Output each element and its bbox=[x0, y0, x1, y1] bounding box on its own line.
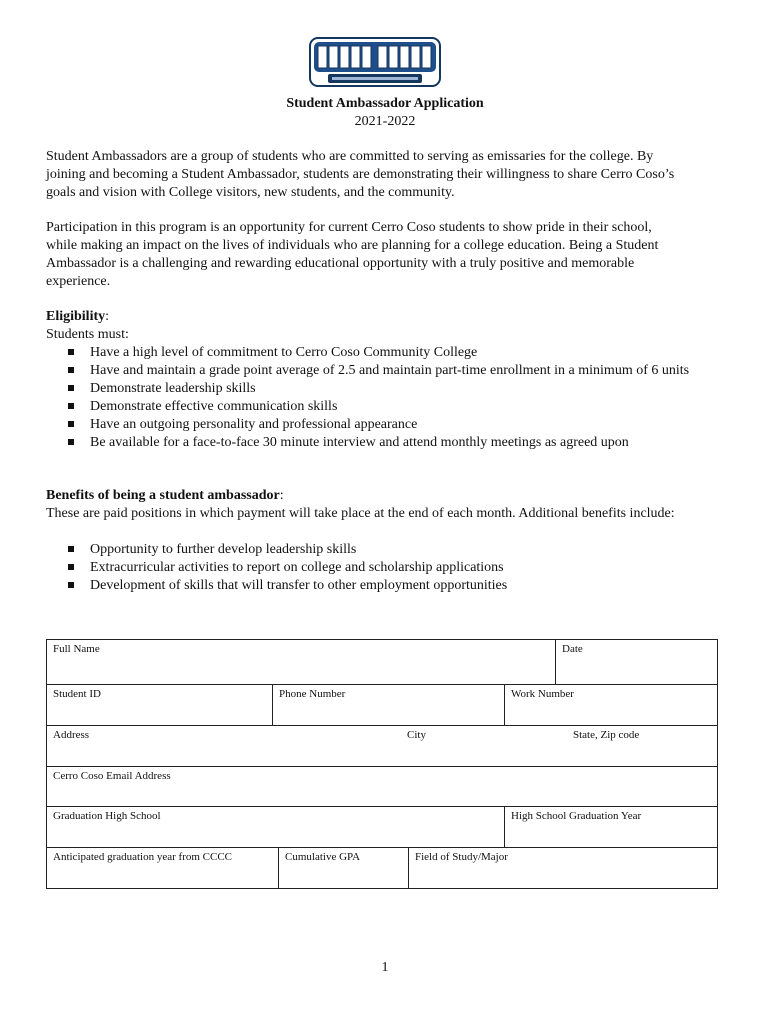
high-school-year-field[interactable]: High School Graduation Year bbox=[504, 807, 717, 847]
page-number: 1 bbox=[381, 960, 389, 975]
eligibility-intro: Students must: bbox=[46, 327, 129, 342]
list-item bbox=[90, 559, 696, 577]
benefits-section bbox=[46, 487, 696, 595]
page-title: Student Ambassador Application bbox=[286, 96, 484, 111]
high-school-field[interactable]: Graduation High School bbox=[53, 810, 161, 822]
full-name-field[interactable]: Full Name bbox=[53, 643, 100, 655]
form-row-name bbox=[47, 640, 717, 685]
list-item bbox=[90, 416, 696, 434]
list-item-text: Be available for a face-to-face 30 minute interview and attend monthly meetings as agreed upon bbox=[90, 435, 629, 450]
benefits-intro: These are paid positions in which payment will take place at the end of each month. Additional benefits include: bbox=[46, 506, 675, 521]
list-item bbox=[90, 362, 696, 380]
cumulative-gpa-field[interactable]: Cumulative GPA bbox=[278, 848, 408, 889]
bullet-icon bbox=[68, 439, 74, 445]
eligibility-colon: : bbox=[105, 309, 110, 324]
list-item-text: Opportunity to further develop leadership skills bbox=[90, 542, 357, 557]
list-item-text: Demonstrate effective communication skills bbox=[90, 399, 338, 414]
college-logo bbox=[308, 36, 442, 88]
state-zip-field[interactable]: State, Zip code bbox=[573, 729, 640, 741]
bullet-icon bbox=[68, 582, 74, 588]
work-number-field[interactable]: Work Number bbox=[504, 685, 717, 725]
address-field[interactable]: Address bbox=[53, 729, 90, 741]
phone-number-field[interactable]: Phone Number bbox=[272, 685, 504, 725]
list-item bbox=[90, 398, 696, 416]
list-item bbox=[90, 541, 696, 559]
title-block bbox=[0, 95, 770, 131]
benefits-list bbox=[46, 541, 696, 595]
intro-paragraph-2: Participation in this program is an opportunity for current Cerro Coso students to show pride in their school, while making an impact on the lives of individuals who are planning for a college education. Being a Student Ambassador is a challenging and rewarding educational opportunity with a truly positive and memorable experience. bbox=[46, 220, 659, 289]
list-item-text: Have and maintain a grade point average of 2.5 and maintain part-time enrollment in a minimum of 6 units bbox=[90, 363, 690, 378]
date-field[interactable]: Date bbox=[555, 640, 717, 684]
spacer bbox=[46, 523, 696, 541]
email-field[interactable]: Cerro Coso Email Address bbox=[53, 770, 171, 782]
eligibility-section bbox=[46, 308, 696, 452]
eligibility-heading: Eligibility bbox=[46, 309, 106, 324]
form-row-high-school bbox=[47, 807, 717, 848]
form-row-contact bbox=[47, 685, 717, 726]
bullet-icon bbox=[68, 349, 74, 355]
college-logo-graphic bbox=[308, 36, 442, 88]
form-row-email bbox=[47, 767, 717, 807]
list-item-text: Have a high level of commitment to Cerro Coso Community College bbox=[90, 345, 478, 360]
city-field[interactable]: City bbox=[407, 729, 426, 741]
list-item-text: Have an outgoing personality and professional appearance bbox=[90, 417, 418, 432]
bullet-icon bbox=[68, 421, 74, 427]
field-of-study-field[interactable]: Field of Study/Major bbox=[408, 848, 717, 889]
list-item bbox=[90, 434, 696, 452]
bullet-icon bbox=[68, 564, 74, 570]
form-row-academic bbox=[47, 848, 717, 889]
intro-paragraph-1: Student Ambassadors are a group of students who are committed to serving as emissaries for the college. By joining and becoming a Student Ambassador, students are demonstrating their willingness to share Cerro Coso’s goals and vision with College visitors, new students, and the community. bbox=[46, 149, 675, 200]
list-item-text: Demonstrate leadership skills bbox=[90, 381, 256, 396]
benefits-heading: Benefits of being a student ambassador bbox=[46, 488, 280, 503]
bullet-icon bbox=[68, 385, 74, 391]
list-item bbox=[90, 344, 696, 362]
eligibility-list bbox=[46, 344, 696, 452]
student-id-field[interactable]: Student ID bbox=[53, 688, 101, 700]
list-item-text: Development of skills that will transfer to other employment opportunities bbox=[90, 578, 508, 593]
bullet-icon bbox=[68, 546, 74, 552]
list-item bbox=[90, 577, 696, 595]
list-item-text: Extracurricular activities to report on college and scholarship applications bbox=[90, 560, 504, 575]
anticipated-graduation-field[interactable]: Anticipated graduation year from CCCC bbox=[53, 851, 233, 863]
bullet-icon bbox=[68, 403, 74, 409]
bullet-icon bbox=[68, 367, 74, 373]
benefits-colon: : bbox=[279, 488, 284, 503]
academic-year: 2021-2022 bbox=[354, 114, 416, 129]
list-item bbox=[90, 380, 696, 398]
form-row-address bbox=[47, 726, 717, 767]
application-form-table bbox=[46, 639, 718, 889]
